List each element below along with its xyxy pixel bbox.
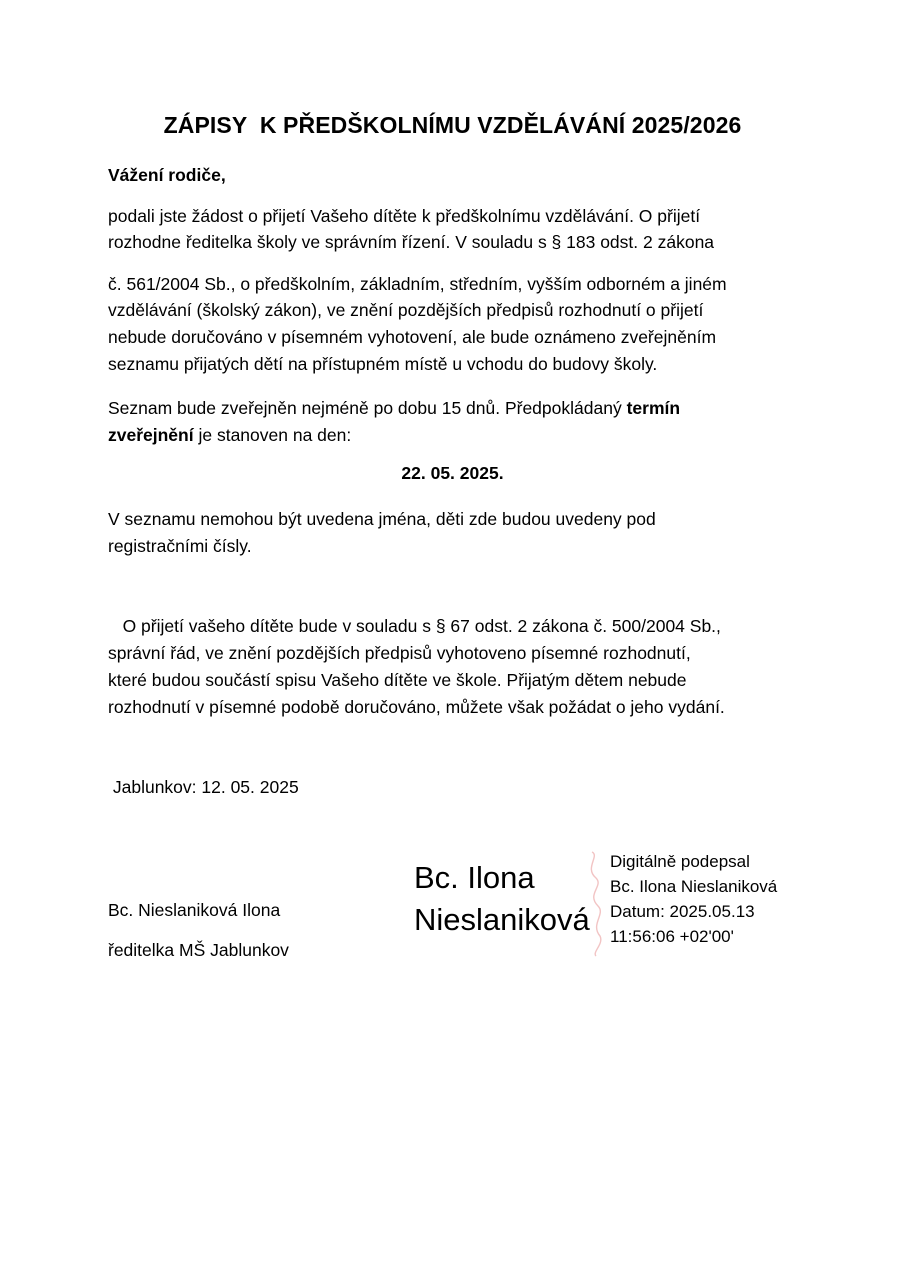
paragraph3-bold-term: termín [626,398,681,418]
paragraph1-line2: rozhodne ředitelka školy ve správním řízení. V souladu s § 183 odst. 2 zákona [108,232,715,252]
paragraph3-line1 [108,395,680,421]
paragraph2-line3: nebude doručováno v písemném vyhotovení, ale bude oznámeno zveřejněním [108,327,717,347]
digital-signature-info-line2: Bc. Ilona Nieslaniková [610,877,778,896]
place-and-date: Jablunkov: 12. 05. 2025 [108,777,299,797]
paragraph2-line4: seznamu přijatých dětí na přístupném místě u vchodu do budovy školy. [108,354,658,374]
signature-stroke [591,852,600,956]
paragraph5-line3: které budou součástí spisu Vašeho dítěte ve škole. Přijatým dětem nebude [108,670,687,690]
digital-signature-info-line1: Digitálně podepsal [610,852,750,871]
signatory-role: ředitelka MŠ Jablunkov [108,940,289,960]
paragraph5-line1: O přijetí vašeho dítěte bude v souladu s § 67 odst. 2 zákona č. 500/2004 Sb., [108,616,721,636]
paragraph2-line1: č. 561/2004 Sb., o předškolním, základním, středním, vyšším odborném a jiném [108,274,727,294]
paragraph3-bold-publication: zveřejnění [108,425,194,445]
paragraph3-text: Seznam bude zveřejněn nejméně po dobu 15 dnů. Předpokládaný [108,398,627,418]
paragraph4-line2: registračními čísly. [108,536,252,556]
signature-watermark-mark [578,848,612,958]
paragraph1-line1: podali jste žádost o přijetí Vašeho dítěte k předškolnímu vzdělávání. O přijetí [108,206,701,226]
document-title: ZÁPISY K PŘEDŠKOLNÍMU VZDĚLÁVÁNÍ 2025/2026 [163,112,742,138]
digital-signature-name-line2: Nieslaniková [414,902,590,937]
digital-signature-name-line1: Bc. Ilona [414,860,535,895]
publication-date: 22. 05. 2025. [401,463,504,483]
paragraph3-line2 [108,422,351,448]
signatory-name: Bc. Nieslaniková Ilona [108,900,281,920]
digital-signature-info-line4: 11:56:06 +02'00' [610,927,734,946]
paragraph3-text-end: je stanoven na den: [193,425,352,445]
paragraph5-line2: správní řád, ve znění pozdějších předpisů vyhotoveno písemné rozhodnutí, [108,643,691,663]
greeting: Vážení rodiče, [108,165,226,185]
paragraph5-line4: rozhodnutí v písemné podobě doručováno, můžete však požádat o jeho vydání. [108,697,725,717]
digital-signature-info-line3: Datum: 2025.05.13 [610,902,755,921]
paragraph2-line2: vzdělávání (školský zákon), ve znění pozdějších předpisů rozhodnutí o přijetí [108,300,704,320]
paragraph4-line1: V seznamu nemohou být uvedena jména, děti zde budou uvedeny pod [108,509,656,529]
